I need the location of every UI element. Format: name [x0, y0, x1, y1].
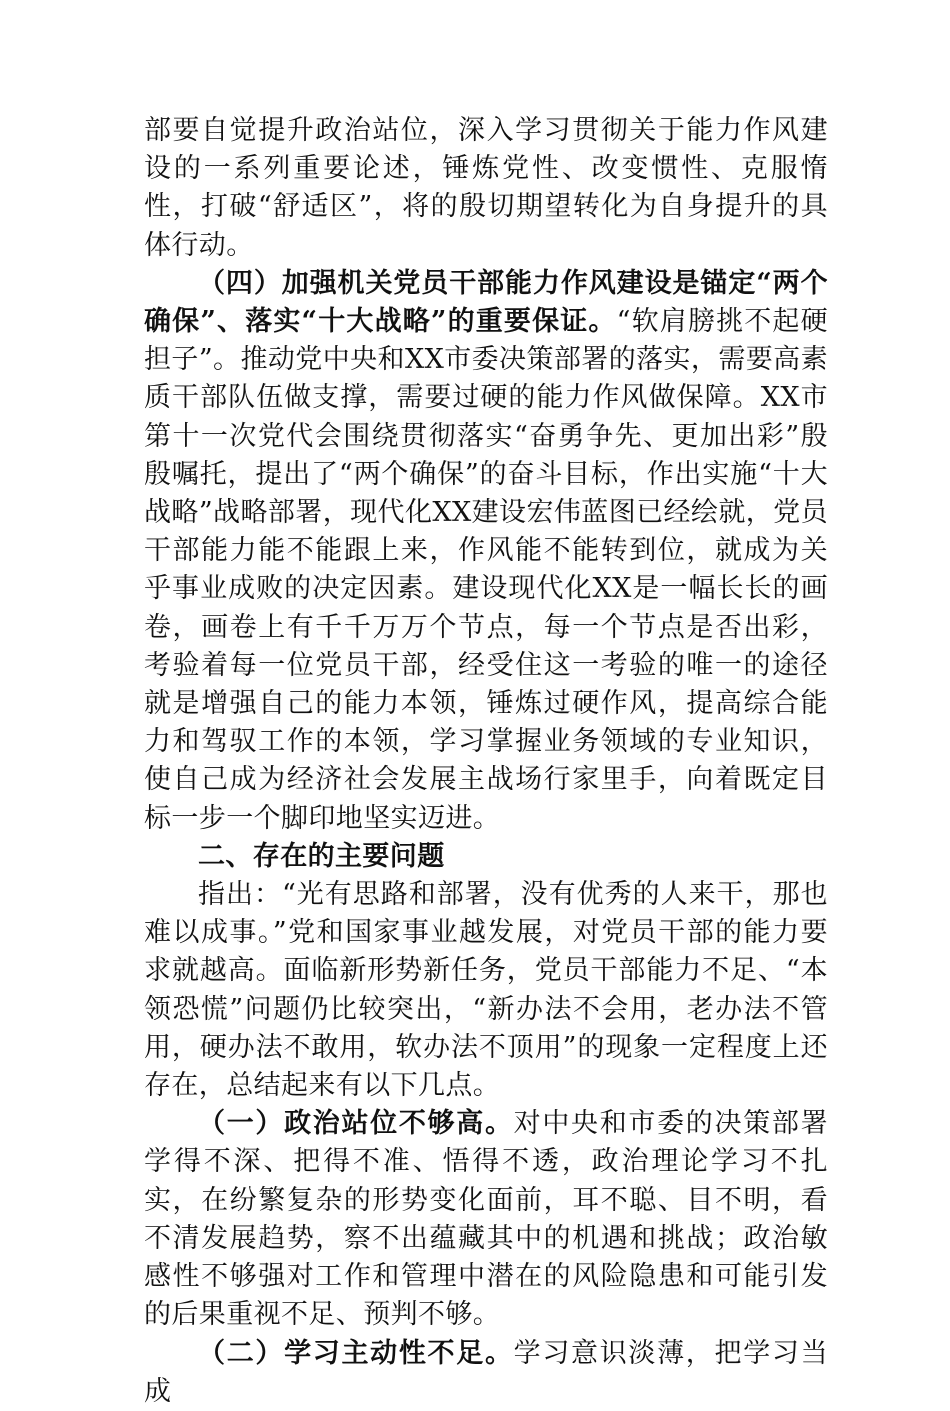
problem-one-text: 对中央和市委的决策部署学得不深、把得不准、悟得不透，政治理论学习不扎实，在纷繁复杂的形势变化面前，耳不聪、目不明，看不清发展趋势，察不出蕴藏其中的机遇和挑战；政治敏感性不够强对工作和管理中潜在的风险隐患和可能引发的后果重视不足、预判不够。	[144, 1108, 828, 1331]
paragraph-problem-one	[144, 1105, 828, 1334]
problem-two-heading: （二）学习主动性不足。	[198, 1337, 514, 1369]
paragraph-problem-two	[144, 1335, 828, 1411]
document-body	[144, 112, 828, 1411]
problem-one-heading: （一）政治站位不够高。	[198, 1108, 514, 1140]
section-four-text: “软肩膀挑不起硬担子”。推动党中央和XX市委决策部署的落实，需要高素质干部队伍做支撑，需要过硬的能力作风做保障。XX市第十一次党代会围绕贯彻落实“奋勇争先、更加出彩”殷殷嘱托，提出了“两个确保”的奋斗目标，作出实施“十大战略”战略部署，现代化XX建设宏伟蓝图已经绘就，党员干部能力能不能跟上来，作风能不能转到位，就成为关乎事业成败的决定因素。建设现代化XX是一幅长长的画卷，画卷上有千千万万个节点，每一个节点是否出彩，考验着每一位党员干部，经受住这一考验的唯一的途径就是增强自己的能力本领，锤炼过硬作风，提高综合能力和驾驭工作的本领，学习掌握业务领域的专业知识，使自己成为经济社会发展主战场行家里手，向着既定目标一步一个脚印地坚实迈进。	[144, 306, 828, 834]
paragraph-section-four	[144, 265, 828, 838]
paragraph-problems-intro: 指出：“光有思路和部署，没有优秀的人来干，那也难以成事。”党和国家事业越发展，对党员干部的能力要求就越高。面临新形势新任务，党员干部能力不足、“本领恐慌”问题仍比较突出，“新办法不会用，老办法不管用，硬办法不敢用，软办法不顶用”的现象一定程度上还存在，总结起来有以下几点。	[144, 879, 828, 1102]
problem-two-text: 学习意识淡薄，把学习当成	[144, 1337, 828, 1407]
paragraph-continuation: 部要自觉提升政治站位，深入学习贯彻关于能力作风建设的一系列重要论述，锤炼党性、改变惯性、克服惰性，打破“舒适区”，将的殷切期望转化为自身提升的具体行动。	[144, 115, 828, 261]
section-four-heading: （四）加强机关党员干部能力作风建设是锚定“两个确保”、落实“十大战略”的重要保证。	[144, 267, 828, 338]
section-heading-problems: 二、存在的主要问题	[198, 840, 445, 872]
